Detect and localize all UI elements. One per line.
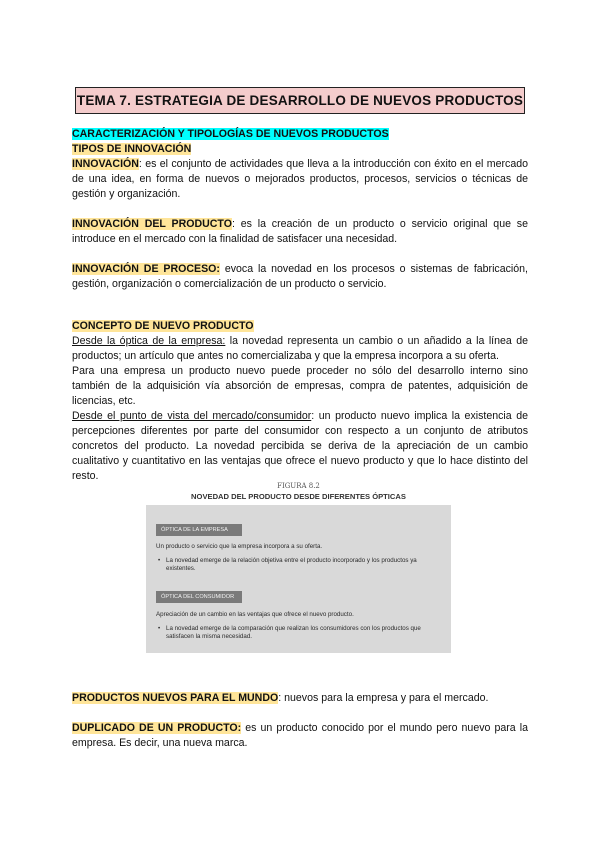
innovacion-producto-term: INNOVACIÓN DEL PRODUCTO [72, 218, 232, 230]
tipos-innovacion-label: TIPOS DE INNOVACIÓN [72, 143, 192, 155]
paragraph-mercado [72, 409, 528, 484]
innovacion-proceso-term: INNOVACIÓN DE PROCESO: [72, 263, 220, 275]
paragraph-optica-empresa [72, 334, 528, 364]
paragraph-duplicado [72, 721, 528, 751]
paragraph-adquisicion [72, 364, 528, 409]
bullet-dot: • [158, 625, 161, 632]
figure-band-consumidor: ÓPTICA DEL CONSUMIDOR [156, 591, 242, 603]
mundo-term: PRODUCTOS NUEVOS PARA EL MUNDO [72, 692, 279, 704]
mundo-text: : nuevos para la empresa y para el mercado. [278, 692, 489, 704]
section-heading-caracterizacion [72, 127, 528, 142]
figure-bullet-consumidor-text: La novedad emerge de la comparación que realizan los consumidores con los productos que satisfacen la misma necesidad. [166, 625, 421, 640]
bullet-dot: • [158, 557, 161, 564]
concepto-heading: CONCEPTO DE NUEVO PRODUCTO [72, 320, 254, 332]
paragraph-innovacion [72, 157, 528, 202]
figure-text-empresa: Un producto o servicio que la empresa incorpora a su oferta. [156, 543, 323, 550]
figure-text-consumidor: Apreciación de un cambio en las ventajas que ofrece el nuevo producto. [156, 611, 354, 618]
duplicado-text: es un producto conocido por el mundo pero nuevo para la empresa. Es decir, una nueva marca. [72, 722, 528, 749]
page-title-text: TEMA 7. ESTRATEGIA DE DESARROLLO DE NUEVOS PRODUCTOS [76, 93, 524, 108]
section-heading-concepto [72, 319, 528, 334]
innovacion-proceso-definition: evoca la novedad en los procesos o sistemas de fabricación, gestión, organización o comercialización de un producto o servicio. [72, 263, 528, 290]
innovacion-term: INNOVACIÓN [72, 158, 139, 170]
paragraph-innovacion-producto [72, 217, 528, 247]
figure-panel [146, 505, 451, 653]
tipos-innovacion-subheading [72, 142, 528, 157]
innovacion-definition: : es el conjunto de actividades que lleva a la introducción con éxito en el mercado de una idea, en forma de nuevos o mejorados productos, procesos, servicios o técnicas de gestión y organización. [72, 158, 528, 200]
figure-label: FIGURA 8.2 [277, 482, 320, 490]
figure-bullet-empresa [158, 557, 438, 573]
page-title [75, 87, 525, 114]
adquisicion-text: Para una empresa un producto nuevo puede proceder no sólo del desarrollo interno sino también de la adquisición vía absorción de empresas, compra de patentes, adquisición de licencias, etc. [72, 365, 528, 407]
duplicado-term: DUPLICADO DE UN PRODUCTO: [72, 722, 242, 734]
mercado-text: : un producto nuevo implica la existencia de percepciones diferentes por parte del consumidor con respecto a un conjunto de atributos concretos del producto. La novedad percibida se deriva de la apreciación de un cambio cualitativo y cuantitativo en las ventajas que ofrece el nuevo producto y que lo hace distinto del resto. [72, 410, 528, 482]
figure-bullet-consumidor [158, 625, 438, 641]
mercado-lead: Desde el punto de vista del mercado/consumidor [72, 410, 312, 422]
figure-title: NOVEDAD DEL PRODUCTO DESDE DIFERENTES ÓPTICAS [191, 492, 406, 501]
innovacion-producto-definition: : es la creación de un producto o servicio original que se introduce en el mercado con la finalidad de satisfacer una necesidad. [72, 218, 528, 245]
paragraph-innovacion-proceso [72, 262, 528, 292]
figure-band-empresa: ÓPTICA DE LA EMPRESA [156, 524, 242, 536]
empresa-text: la novedad representa un cambio o un añadido a la línea de productos; un artículo que antes no comercializaba y que la empresa incorpora a su oferta. [72, 335, 528, 362]
figure-novedad-producto [146, 481, 451, 657]
caracterizacion-heading: CARACTERIZACIÓN Y TIPOLOGÍAS DE NUEVOS PRODUCTOS [72, 128, 389, 140]
empresa-lead: Desde la óptica de la empresa: [72, 335, 226, 347]
figure-bullet-empresa-text: La novedad emerge de la relación objetiva entre el producto incorporado y los productos ya existentes. [166, 557, 417, 572]
paragraph-nuevos-mundo [72, 691, 528, 706]
